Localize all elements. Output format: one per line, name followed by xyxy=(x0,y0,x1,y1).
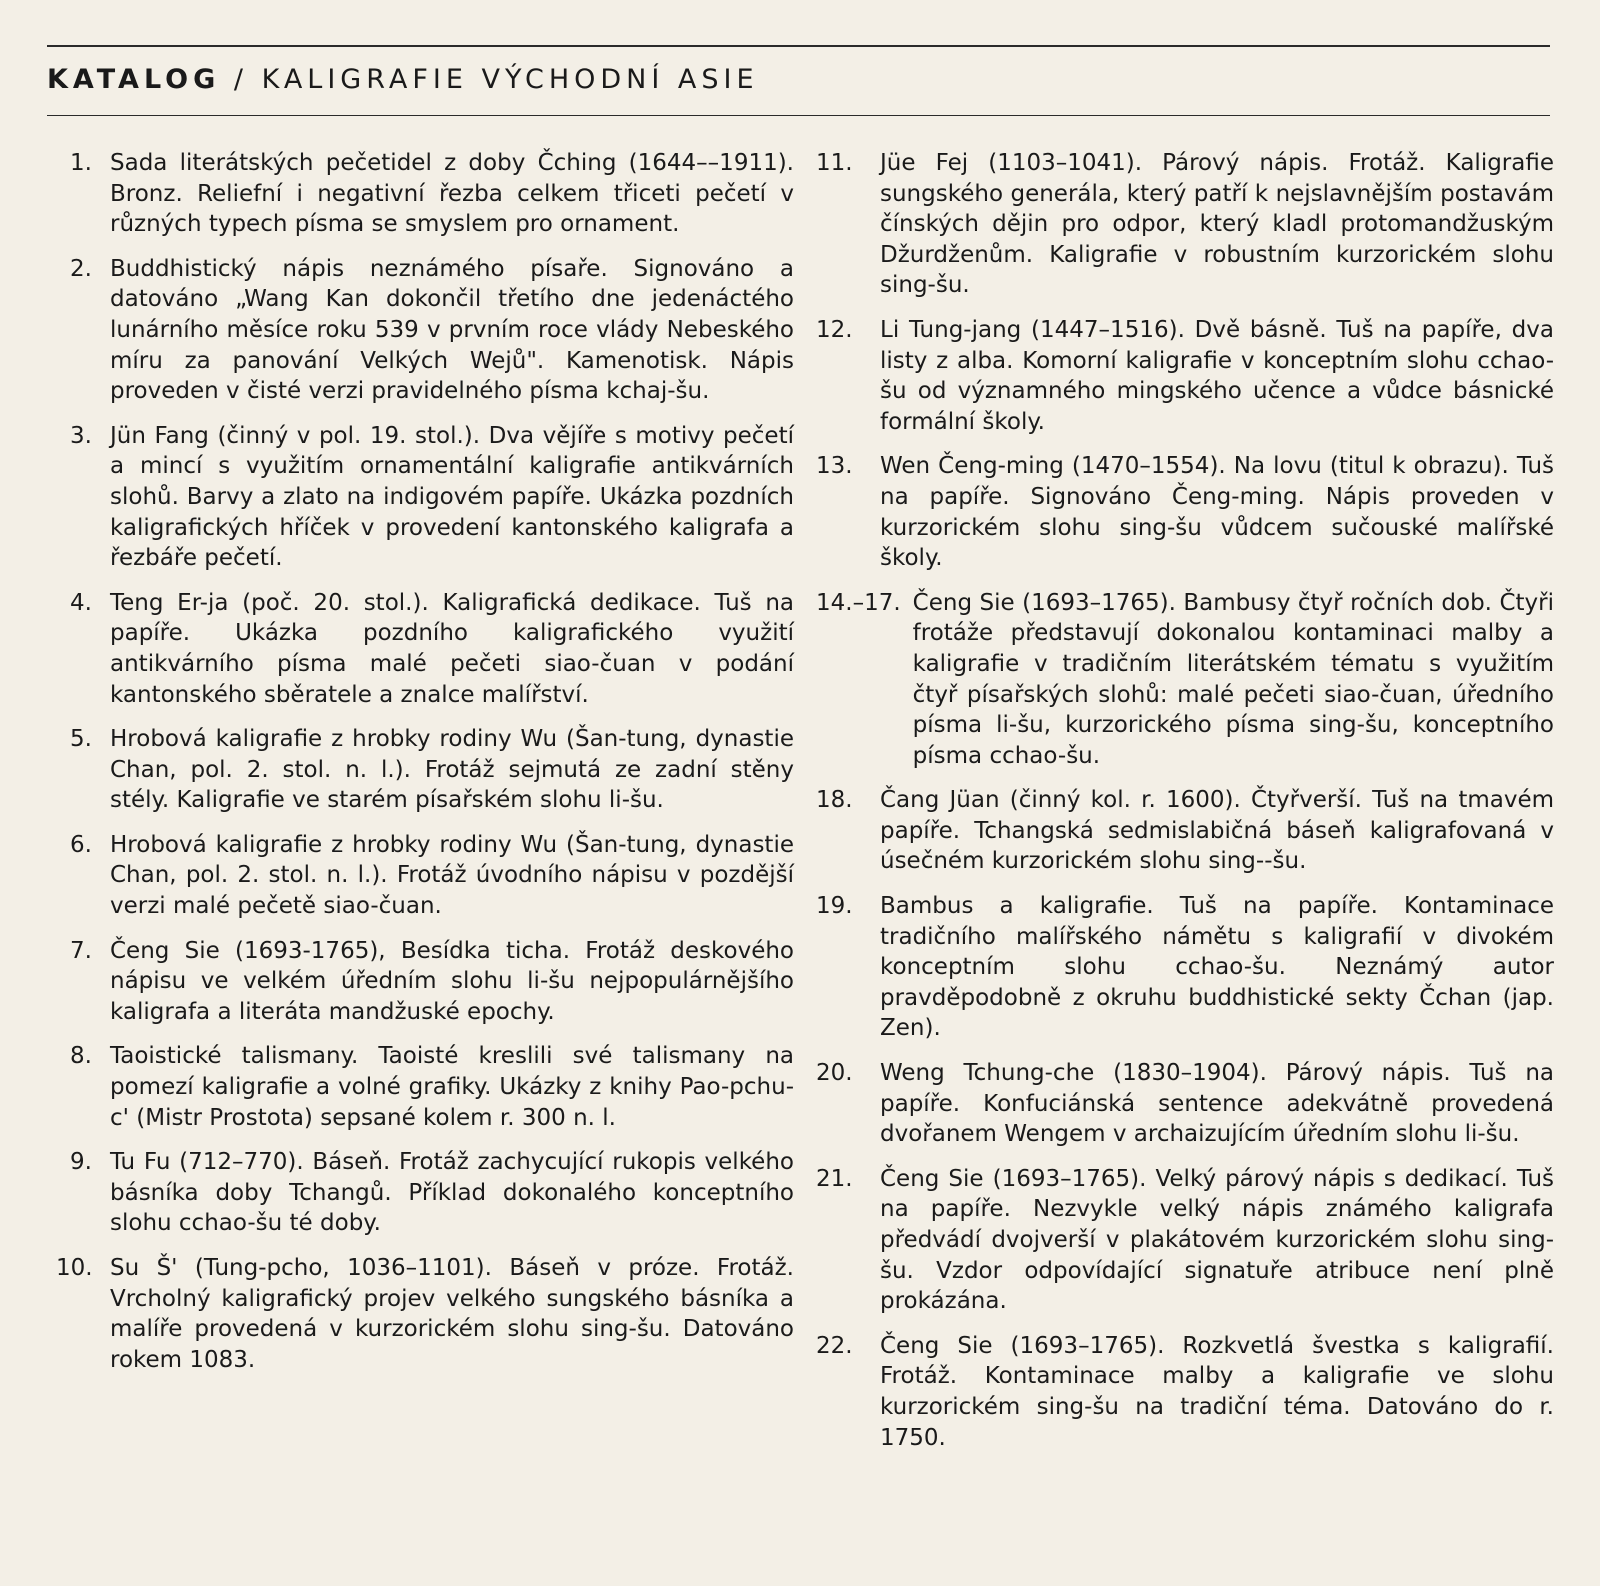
catalog-entry xyxy=(816,891,1554,1044)
catalog-entry xyxy=(56,830,794,922)
entry-text: Buddhistický nápis neznámého písaře. Signováno a datováno „Wang Kan dokončil třetího dne jedenáctého lunárního měsíce roku 539 v prvním roce vlády Nebeského míru za panování Velkých Wejů". Kamenotisk. Nápis proveden v čisté verzi pravidelného písma kchaj-šu. xyxy=(110,255,794,405)
entry-text: Tu Fu (712–770). Báseň. Frotáž zachycující rukopis velkého básníka doby Tchangů. Příklad dokonalého konceptního slohu cchao-šu té doby. xyxy=(110,1149,794,1237)
entry-text: Jün Fang (činný v pol. 19. stol.). Dva vějíře s motivy pečetí a mincí s využitím ornamentální kaligrafie antikvárních slohů. Barvy a zlato na indigovém papíře. Ukázka pozdních kaligrafických hříček v provedení kantonského kaligrafa a řezbáře pečetí. xyxy=(110,422,794,572)
entry-text: Taoistické talismany. Taoisté kreslili své talismany na pomezí kaligrafie a volné grafiky. Ukázky z knihy Pao-pchu-c' (Mistr Prostota) sepsané kolem r. 300 n. l. xyxy=(110,1043,794,1131)
header-rule xyxy=(47,115,1550,116)
entry-text: Teng Er-ja (poč. 20. stol.). Kaligrafická dedikace. Tuš na papíře. Ukázka pozdního kaligrafického využití antikvárního písma malé pečeti siao-čuan v podání kantonského sběratele a znalce malířství. xyxy=(110,589,794,708)
catalog-entry xyxy=(816,148,1554,301)
entry-number: 10. xyxy=(56,1255,93,1281)
entry-text: Jüe Fej (1103–1041). Párový nápis. Frotáž. Kaligrafie sungského generála, který patří k nejslavnějším postavám čínských dějin pro odpor, který kladl protomandžuským Džurdženům. Kaligrafie v robustním kurzorickém slohu sing-šu. xyxy=(880,150,1554,299)
entry-number: 22. xyxy=(816,1332,853,1359)
catalog-entry xyxy=(816,1331,1554,1453)
entry-number: 1. xyxy=(70,150,92,176)
catalog-entry xyxy=(56,1253,794,1375)
catalog-entry xyxy=(56,421,794,574)
catalog-entry xyxy=(56,1041,794,1133)
entry-text: Su Š' (Tung-pcho, 1036–1101). Báseň v próze. Frotáž. Vrcholný kaligrafický projev velkého sungského básníka a malíře provedená v kurzorickém slohu sing-šu. Datováno rokem 1083. xyxy=(110,1255,794,1373)
entry-number: 12. xyxy=(816,316,853,343)
page-header xyxy=(47,62,759,98)
entry-text: Čeng Sie (1693–1765). Bambusy čtyř ročních dob. Čtyři frotáže představují dokonalou kontaminaci malby a kaligrafie v tradičním literátském tématu s využitím čtyř písařských slohů: malé pečeti siao-čuan, úředního písma li-šu, kurzorického písma sing-šu, konceptního písma cchao-šu. xyxy=(912,589,1554,769)
entry-text: Bambus a kaligrafie. Tuš na papíře. Kontaminace tradičního malířského námětu s kaligrafií v divokém konceptním slohu cchao-šu. Neznámý autor pravděpodobně z okruhu buddhistické sekty Čchan (jap. Zen). xyxy=(880,893,1554,1042)
entry-number: 20. xyxy=(816,1060,853,1087)
entry-number: 13. xyxy=(816,453,853,480)
catalog-entry xyxy=(56,1147,794,1239)
entry-text: Sada literátských pečetidel z doby Čching (1644––1911). Bronz. Reliefní i negativní řezba celkem třiceti pečetí v různých typech písma se smyslem pro ornament. xyxy=(110,150,794,238)
entry-number: 8. xyxy=(70,1043,92,1070)
catalog-entry xyxy=(816,1058,1554,1150)
entry-text: Weng Tchung-che (1830–1904). Párový nápis. Tuš na papíře. Konfuciánská sentence adekvátně provedená dvořanem Wengem v archaizujícím úředním slohu li-šu. xyxy=(880,1060,1554,1148)
page-title: KALIGRAFIE VÝCHODNÍ ASIE xyxy=(261,64,759,95)
entry-number: 9. xyxy=(70,1149,92,1176)
entry-number: 11. xyxy=(816,150,853,176)
entry-number: 21. xyxy=(816,1165,853,1192)
entry-text: Li Tung-jang (1447–1516). Dvě básně. Tuš na papíře, dva listy z alba. Komorní kaligrafie v konceptním slohu cchao-šu od významného mingského učence a vůdce básnické formální školy. xyxy=(880,316,1554,435)
entry-number: 18. xyxy=(816,787,853,814)
catalog-entry xyxy=(56,588,794,710)
entry-number: 4. xyxy=(70,589,92,616)
entry-number: 19. xyxy=(816,893,853,920)
catalog-entry xyxy=(816,785,1554,877)
entry-number: 14.–17. xyxy=(816,589,901,616)
catalog-entry xyxy=(56,148,794,240)
catalog-entry xyxy=(816,315,1554,437)
catalog-column-right xyxy=(816,148,1554,1467)
catalog-column-left xyxy=(56,148,794,1389)
entry-text: Hrobová kaligrafie z hrobky rodiny Wu (Šan-tung, dynastie Chan, pol. 2. stol. n. l.). Frotáž úvodního nápisu v pozdější verzi malé pečetě siao-čuan. xyxy=(110,831,794,920)
entry-text: Čeng Sie (1693-1765), Besídka ticha. Frotáž deskového nápisu ve velkém úředním slohu li-šu nejpopulárnějšího kaligrafa a literáta mandžuské epochy. xyxy=(110,937,794,1025)
catalog-entry xyxy=(56,254,794,407)
entry-number: 3. xyxy=(70,422,92,449)
catalog-entry xyxy=(816,1164,1554,1317)
top-rule xyxy=(47,45,1550,47)
entry-text: Čang Jüan (činný kol. r. 1600). Čtyřverší. Tuš na tmavém papíře. Tchangská sedmislabičná báseň kaligrafovaná v úsečném kurzorickém slohu sing--šu. xyxy=(880,787,1554,875)
entry-text: Čeng Sie (1693–1765). Rozkvetlá švestka s kaligrafií. Frotáž. Kontaminace malby a kaligrafie ve slohu kurzorickém sing-šu na tradiční téma. Datováno do r. 1750. xyxy=(880,1332,1554,1451)
entry-number: 6. xyxy=(70,831,92,858)
entry-number: 7. xyxy=(70,937,92,964)
entry-text: Hrobová kaligrafie z hrobky rodiny Wu (Šan-tung, dynastie Chan, pol. 2. stol. n. l.). Frotáž sejmutá ze zadní stěny stély. Kaligrafie ve starém písařském slohu li-šu. xyxy=(110,726,794,814)
catalog-entry xyxy=(816,451,1554,573)
section-label: KATALOG xyxy=(47,64,221,95)
catalog-entry xyxy=(56,724,794,816)
catalog-entry xyxy=(816,588,1554,772)
entry-number: 2. xyxy=(70,255,92,282)
entry-text: Čeng Sie (1693–1765). Velký párový nápis s dedikací. Tuš na papíře. Nezvykle velký nápis známého kaligrafa předvádí dvojverší v plakátovém kurzorickém slohu sing-šu. Vzdor odpovídající signatuře atribuce není plně prokázána. xyxy=(880,1165,1554,1315)
catalog-entry xyxy=(56,936,794,1028)
entry-number: 5. xyxy=(70,726,92,753)
header-separator: / xyxy=(233,64,248,95)
entry-text: Wen Čeng-ming (1470–1554). Na lovu (titul k obrazu). Tuš na papíře. Signováno Čeng-ming. Nápis proveden v kurzorickém slohu sing-šu vůdcem sučouské malířské školy. xyxy=(880,453,1554,572)
